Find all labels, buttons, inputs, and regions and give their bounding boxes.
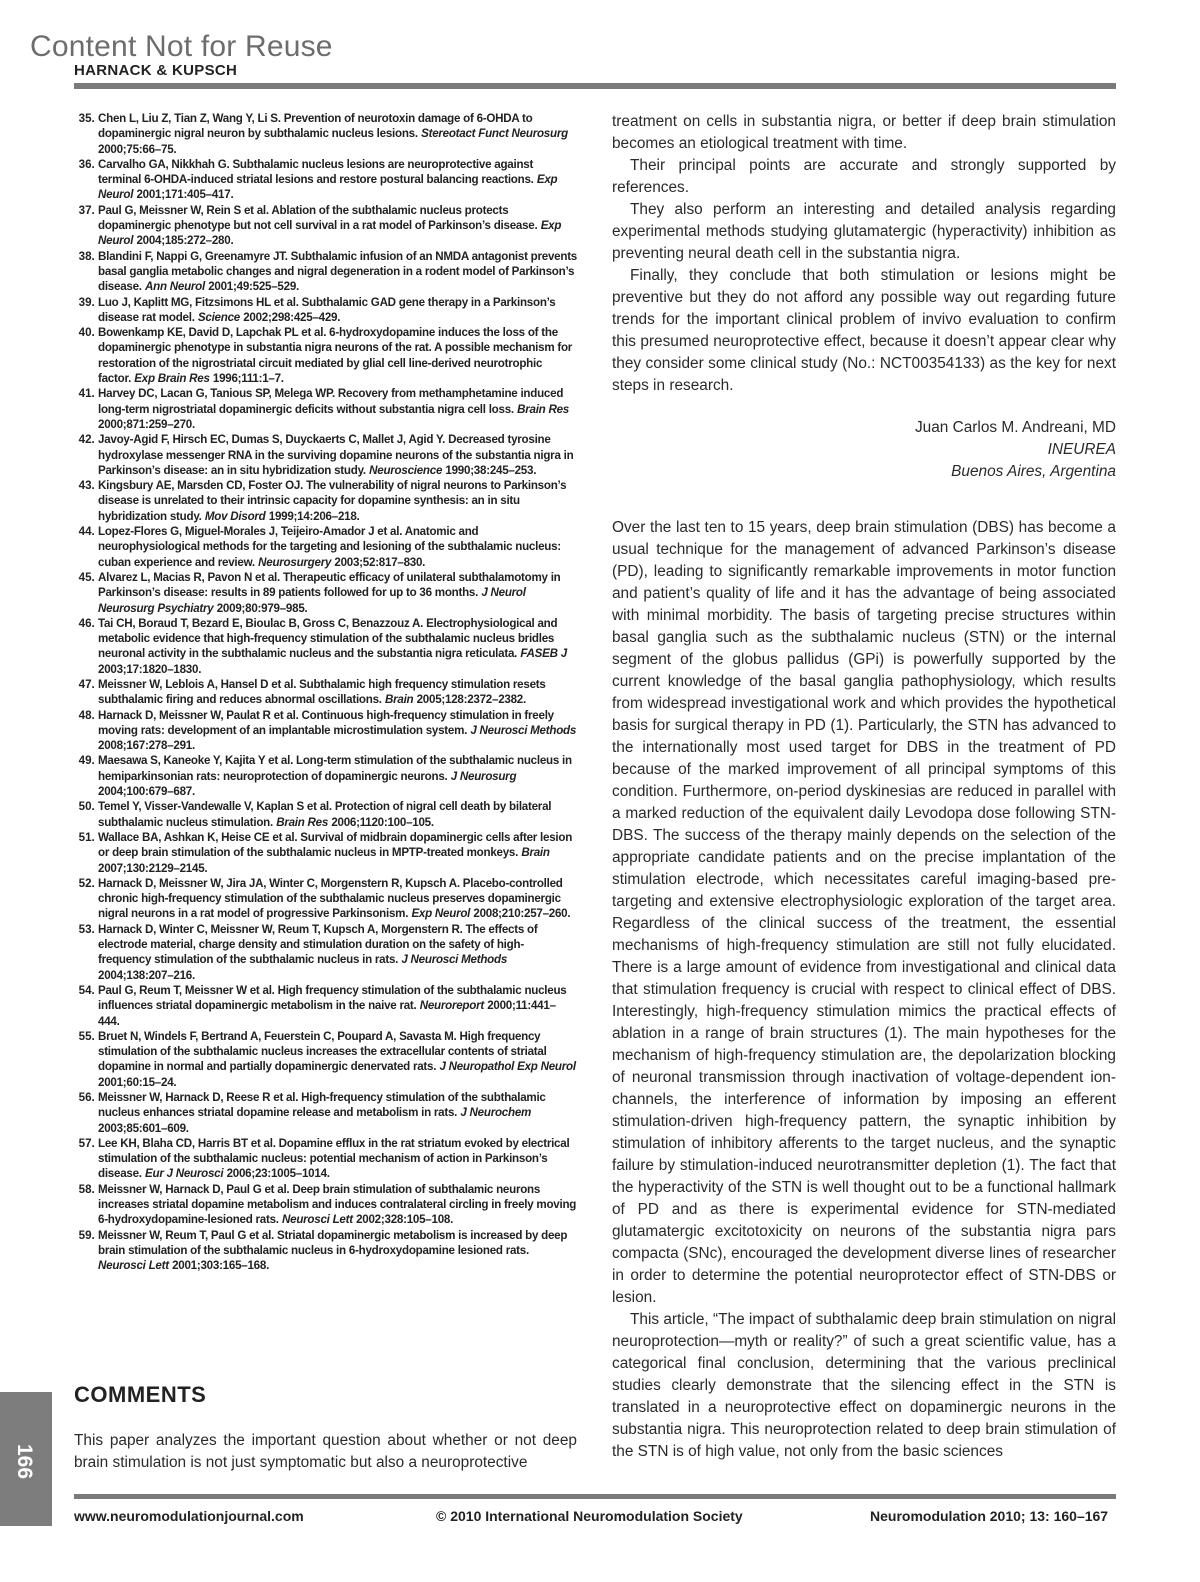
reference-journal: J Neurosci Methods bbox=[470, 723, 577, 737]
reference-journal: Exp Brain Res bbox=[134, 372, 210, 386]
reference-citation: 2009;80:979–985. bbox=[216, 601, 308, 615]
reference-item bbox=[98, 1136, 577, 1182]
reference-text: Paul G, Reum T, Meissner W et al. High frequency stimulation of the subthalamic nucleus influences striatal dopaminergic metabolism in the naive rat. bbox=[98, 983, 567, 1013]
page-tab bbox=[0, 1392, 52, 1526]
reference-item bbox=[98, 1182, 577, 1228]
reference-text: Meissner W, Leblois A, Hansel D et al. Subthalamic high frequency stimulation resets subthalamic firing and reduces abnormal oscillations. bbox=[98, 677, 546, 707]
reference-journal: Brain bbox=[521, 846, 550, 860]
reference-citation: 2008;167:278–291. bbox=[98, 739, 195, 753]
reference-text: Bruet N, Windels F, Bertrand A, Feuerstein C, Poupard A, Savasta M. High frequency stimulation of the subthalamic nucleus increases the extracellular contents of striatal dopamine in normal and partially dopaminergic denervated rats. bbox=[98, 1029, 547, 1074]
reference-text: Lee KH, Blaha CD, Harris BT et al. Dopamine efflux in the rat striatum evoked by electrical stimulation of the subthalamic nucleus: potential mechanism of action in Parkinson’s disease. bbox=[98, 1136, 570, 1181]
reference-citation: 2004;185:272–280. bbox=[136, 234, 234, 248]
reference-citation: 1999;14:206–218. bbox=[268, 509, 360, 523]
reference-journal: Science bbox=[197, 310, 240, 324]
reference-item bbox=[98, 1090, 577, 1136]
signature-name: Juan Carlos M. Andreani, MD bbox=[914, 419, 1116, 436]
reference-citation: 2007;130:2129–2145. bbox=[98, 861, 208, 875]
reference-journal: Exp Neurol bbox=[98, 173, 558, 202]
running-head: HARNACK & KUPSCH bbox=[74, 62, 238, 79]
reference-citation: 1990;38:245–253. bbox=[445, 463, 537, 477]
reference-item bbox=[98, 922, 577, 983]
comment-paragraph: treatment on cells in substantia nigra, or better if deep brain stimulation becomes an etiological treatment with time. bbox=[612, 113, 1116, 152]
reference-item bbox=[98, 616, 577, 677]
reference-journal: J Neurosci Methods bbox=[401, 953, 508, 967]
comment-paragraph: Finally, they conclude that both stimulation or lesions might be preventive but they do not afford any possible way out regarding future trends for the important clinical problem of invivo evaluation to confirm this presumed neuroprotective effect, because it doesn’t appear clear why they consider some clinical study (No.: NCT00354133) as the key for next steps in research. bbox=[612, 267, 1116, 394]
reference-item bbox=[98, 478, 577, 524]
reference-journal: J Neurol Neurosurg Psychiatry bbox=[98, 586, 526, 615]
reference-text: Temel Y, Visser-Vandewalle V, Kaplan S et al. Protection of nigral cell death by bilateral subthalamic nucleus stimulation. bbox=[98, 800, 552, 829]
reference-citation: 2001;303:165–168. bbox=[172, 1259, 270, 1273]
reference-citation: 2001;49:525–529. bbox=[208, 280, 299, 294]
comment-paragraph: They also perform an interesting and detailed analysis regarding experimental methods studying glutamatergic (hyperactivity) inhibition as preventing neural death cell in the substantia nigra. bbox=[612, 201, 1116, 262]
reference-citation: 2000;871:259–270. bbox=[98, 417, 195, 431]
reference-item bbox=[98, 1029, 577, 1090]
reference-text: Harvey DC, Lacan G, Tanious SP, Melega WP. Recovery from methamphetamine induced long-term nigrostriatal dopaminergic deficits without substantia nigra cell loss. bbox=[98, 387, 564, 416]
reference-journal: Neuroscience bbox=[369, 463, 443, 477]
reference-item bbox=[98, 432, 577, 478]
reference-text: Javoy-Agid F, Hirsch EC, Dumas S, Duyckaerts C, Mallet J, Agid Y. Decreased tyrosine hydroxylase messenger RNA in the surviving dopamine neurons of the substantia nigra in Parkinson’s disease: an in situ hybridization study. bbox=[98, 433, 574, 477]
reference-text: Harnack D, Meissner W, Jira JA, Winter C, Morgenstern R, Kupsch A. Placebo-controlled chronic high-frequency stimulation of the subthalamic nucleus preserves dopaminergic nigral neurons in a rat model of progressive Parkinsonism. bbox=[98, 876, 563, 921]
reference-item bbox=[98, 157, 577, 203]
reference-citation: 2002;328:105–108. bbox=[356, 1213, 454, 1227]
comments-intro: This paper analyzes the important question about whether or not deep brain stimulation is not just symptomatic but also a neuroprotective bbox=[74, 1432, 577, 1471]
reference-item bbox=[98, 753, 577, 799]
reference-journal: J Neuropathol Exp Neurol bbox=[439, 1060, 576, 1074]
comment-paragraph: Over the last ten to 15 years, deep brain stimulation (DBS) has become a usual technique for the management of advanced Parkinson’s disease (PD), leading to significantly remarkable improvements in motor function and patient’s quality of life and it has the advantage of being associated with minimal morbidity. The basis of targeting precise structures within basal ganglia such as the subthalamic nucleus (STN) or the internal segment of the globus pallidus (GPi) is powerfully supported by the current knowledge of the basal ganglia pathophysiology, which results from widespread investigational work and which provides the hypothetical basis for surgical therapy in PD (1). Particularly, the STN has advanced to the internationally most used target for DBS in the treatment of PD because of the marked improvement of all principal symptoms of this condition. Furthermore, on-period dyskinesias are reduced in parallel with a marked reduction of the equivalent daily Levodopa dose following STN-DBS. The success of the therapy mainly depends on the selection of the appropriate candidate patients and on the precise implantation of the stimulation electrode, which necessitates careful imaging-based pre-targeting and extensive electrophysiologic exploration of the target area. Regardless of the clinical success of the treatment, the essential mechanisms of high-frequency stimulation are still not fully elucidated. There is a large amount of evidence from investigational and clinical data that stimulation frequency is crucial with respect to clinical effect of DBS. Interestingly, high-frequency stimulation mimics the practical effects of ablation in a range of brain structures (1). The main hypotheses for the mechanism of high-frequency stimulation are, the depolarization blocking of neuronal transmission through inactivation of voltage-dependent ion-channels, the interference of information by imposing an efferent stimulation-driven high-frequency pattern, the synaptic inhibition by stimulation of inhibitory afferents to the target nucleus, and the synaptic failure by stimulation-induced neurotransmitter depletion (1). The fact that the hyperactivity of the STN is well thought out to be a functional hallmark of PD and as there is experimental evidence for STN-mediated glutamatergic excitotoxicity on neurons of the substantia nigra pars compacta (SNc), encouraged the development diverse lines of researcher in order to determine the potential neuroprotector effect of STN-DBS or lesion. bbox=[612, 519, 1116, 1306]
reference-text: Lopez-Flores G, Miguel-Morales J, Teijeiro-Amador J et al. Anatomic and neurophysiological methods for the targeting and lesioning of the subthalamic nucleus: cuban experience and review. bbox=[98, 525, 561, 569]
reference-item bbox=[98, 1228, 577, 1274]
reference-journal: FASEB J bbox=[520, 647, 567, 661]
reference-text: Harnack D, Meissner W, Paulat R et al. Continuous high-frequency stimulation in freely moving rats: development of an implantable microstimulation system. bbox=[98, 708, 554, 737]
reference-text: Chen L, Liu Z, Tian Z, Wang Y, Li S. Prevention of neurotoxin damage of 6-OHDA to dopaminergic nigral neuron by subthalamic nucleus lesions. bbox=[98, 112, 533, 141]
reference-citation: 2004;100:679–687. bbox=[98, 785, 195, 799]
reference-item bbox=[98, 325, 577, 386]
reference-citation: 2004;138:207–216. bbox=[98, 968, 195, 982]
top-rule bbox=[74, 83, 1116, 89]
reference-journal: Neurosci Lett bbox=[98, 1259, 169, 1273]
references-column bbox=[74, 111, 577, 1274]
reference-item bbox=[98, 708, 577, 754]
reference-citation: 2000;11:441–444. bbox=[98, 999, 556, 1028]
reference-text: Meissner W, Harnack D, Reese R et al. High-frequency stimulation of the subthalamic nucleus enhances striatal dopamine release and metabolism in rats. bbox=[98, 1091, 546, 1120]
reference-item bbox=[98, 876, 577, 922]
reference-citation: 2003;17:1820–1830. bbox=[98, 662, 202, 676]
reference-journal: Brain bbox=[384, 693, 414, 707]
reference-text: Carvalho GA, Nikkhah G. Subthalamic nucleus lesions are neuroprotective against terminal 6-OHDA-induced striatal lesions and restore postural balancing reactions. bbox=[98, 157, 534, 187]
bottom-rule bbox=[74, 1494, 1116, 1499]
reference-text: Meissner W, Reum T, Paul G et al. Striatal dopaminergic metabolism is increased by deep brain stimulation of the subthalamic nucleus in 6-hydroxydopamine lesioned rats. bbox=[98, 1228, 568, 1257]
footer-citation: Neuromodulation 2010; 13: 160–167 bbox=[870, 1508, 1109, 1524]
reference-journal: J Neurochem bbox=[460, 1106, 532, 1120]
reference-item bbox=[98, 295, 577, 326]
reference-journal: Stereotact Funct Neurosurg bbox=[421, 127, 568, 141]
reference-text: Paul G, Meissner W, Rein S et al. Ablation of the subthalamic nucleus protects dopaminergic phenotype but not cell survival in a rat model of Parkinson’s disease. bbox=[98, 203, 538, 233]
reference-citation: 2008;210:257–260. bbox=[473, 907, 571, 921]
reference-citation: 2001;60:15–24. bbox=[98, 1075, 177, 1089]
reference-journal: Neurosci Lett bbox=[282, 1213, 353, 1227]
reference-journal: Neurosurgery bbox=[258, 555, 332, 569]
signature-affiliation: INEUREA bbox=[1047, 441, 1116, 458]
comment-paragraph: This article, “The impact of subthalamic deep brain stimulation on nigral neuroprotection—myth or reality?” of such a great scientific value, has a categorical final conclusion, determining that the various preclinical studies clearly demonstrate that the silencing effect in the STN is translated in a neuroprotective effect on dopaminergic neurons in the substantia nigra. This neuroprotection related to deep brain stimulation of the STN is of high value, not only from the basic sciences bbox=[612, 1311, 1116, 1460]
reference-journal: Mov Disord bbox=[204, 509, 266, 523]
footer-copyright: © 2010 International Neuromodulation Society bbox=[436, 1508, 743, 1524]
comment-paragraph: Their principal points are accurate and strongly supported by references. bbox=[612, 157, 1116, 196]
reference-text: Luo J, Kaplitt MG, Fitzsimons HL et al. Subthalamic GAD gene therapy in a Parkinson’s disease rat model. bbox=[98, 295, 556, 324]
reference-citation: 2001;171:405–417. bbox=[136, 188, 234, 202]
reference-journal: Neuroreport bbox=[419, 999, 484, 1013]
reference-journal: Brain Res bbox=[276, 815, 329, 829]
reference-citation: 2006;1120:100–105. bbox=[331, 815, 434, 829]
reference-journal: J Neurosurg bbox=[450, 769, 517, 783]
comments-heading: COMMENTS bbox=[74, 1382, 207, 1407]
reference-text: Bowenkamp KE, David D, Lapchak PL et al. 6-hydroxydopamine induces the loss of the dopaminergic phenotype in substantia nigra neurons of the rat. A possible mechanism for restoration of the nigrostriatal circuit mediated by glial cell line-derived neurotrophic factor. bbox=[98, 326, 573, 386]
reference-list bbox=[74, 111, 577, 1274]
spacer bbox=[612, 483, 1116, 517]
reference-item bbox=[98, 570, 577, 616]
watermark: Content Not for Reuse bbox=[30, 30, 333, 63]
reference-text: Maesawa S, Kaneoke Y, Kajita Y et al. Long-term stimulation of the subthalamic nucleus in hemiparkinsonian rats: neuroprotection of dopaminergic neurons. bbox=[98, 754, 572, 783]
reference-item bbox=[98, 677, 577, 708]
reference-journal: Eur J Neurosci bbox=[145, 1167, 224, 1181]
reference-item bbox=[98, 386, 577, 432]
reference-item bbox=[98, 983, 577, 1029]
footer-website: www.neuromodulationjournal.com bbox=[74, 1508, 304, 1524]
reference-text: Tai CH, Boraud T, Bezard E, Bioulac B, Gross C, Benazzouz A. Electrophysiological and metabolic evidence that high-frequency stimulation of the subthalamic nucleus bridles neuronal activity in the subthalamic nucleus and the substantia nigra reticulata. bbox=[98, 616, 558, 661]
reference-citation: 2003;52:817–830. bbox=[334, 555, 426, 569]
reference-citation: 2003;85:601–609. bbox=[98, 1121, 189, 1135]
reference-item bbox=[98, 830, 577, 876]
page-number: 166 bbox=[13, 1444, 36, 1480]
reference-journal: Brain Res bbox=[517, 402, 569, 416]
reference-text: Harnack D, Winter C, Meissner W, Reum T, Kupsch A, Morgenstern R. The effects of electrode material, charge density and stimulation duration on the safety of high-frequency stimulation of the subthalamic nucleus in rats. bbox=[98, 922, 538, 967]
reference-item bbox=[98, 111, 577, 157]
reference-journal: Exp Neurol bbox=[411, 907, 471, 921]
reference-item bbox=[98, 799, 577, 830]
reference-text: Blandini F, Nappi G, Greenamyre JT. Subthalamic infusion of an NMDA antagonist prevents basal ganglia metabolic changes and nigral degeneration in a rodent model of Parkinson’s disease. bbox=[98, 249, 578, 294]
reference-text: Wallace BA, Ashkan K, Heise CE et al. Survival of midbrain dopaminergic cells after lesion or deep brain stimulation of the subthalamic nucleus in MPTP-treated monkeys. bbox=[98, 830, 573, 860]
reference-citation: 2000;75:66–75. bbox=[98, 142, 177, 156]
reference-citation: 1996;111:1–7. bbox=[212, 372, 284, 386]
reference-citation: 2002;298:425–429. bbox=[243, 310, 341, 324]
reference-journal: Ann Neurol bbox=[145, 280, 205, 294]
reference-text: Alvarez L, Macias R, Pavon N et al. Therapeutic efficacy of unilateral subthalamotomy in Parkinson’s disease: results in 89 patients followed for up to 36 months. bbox=[98, 570, 561, 600]
reference-item bbox=[98, 524, 577, 570]
reference-journal: Exp Neurol bbox=[98, 219, 562, 248]
reference-text: Kingsbury AE, Marsden CD, Foster OJ. The vulnerability of nigral neurons to Parkinson’s disease is unrelated to their intrinsic capacity for dopamine synthesis: an in situ hybridization study. bbox=[98, 479, 567, 523]
comments-column bbox=[612, 111, 1116, 1463]
reference-item bbox=[98, 203, 577, 249]
reference-text: Meissner W, Harnack D, Paul G et al. Deep brain stimulation of subthalamic neurons increases striatal dopamine metabolism and induces contralateral circling in freely moving 6-hydroxydopamine-lesioned rats. bbox=[98, 1182, 577, 1227]
reference-item bbox=[98, 249, 577, 295]
reference-citation: 2006;23:1005–1014. bbox=[226, 1167, 330, 1181]
signature-location: Buenos Aires, Argentina bbox=[951, 463, 1116, 480]
reference-citation: 2005;128:2372–2382. bbox=[416, 693, 526, 707]
